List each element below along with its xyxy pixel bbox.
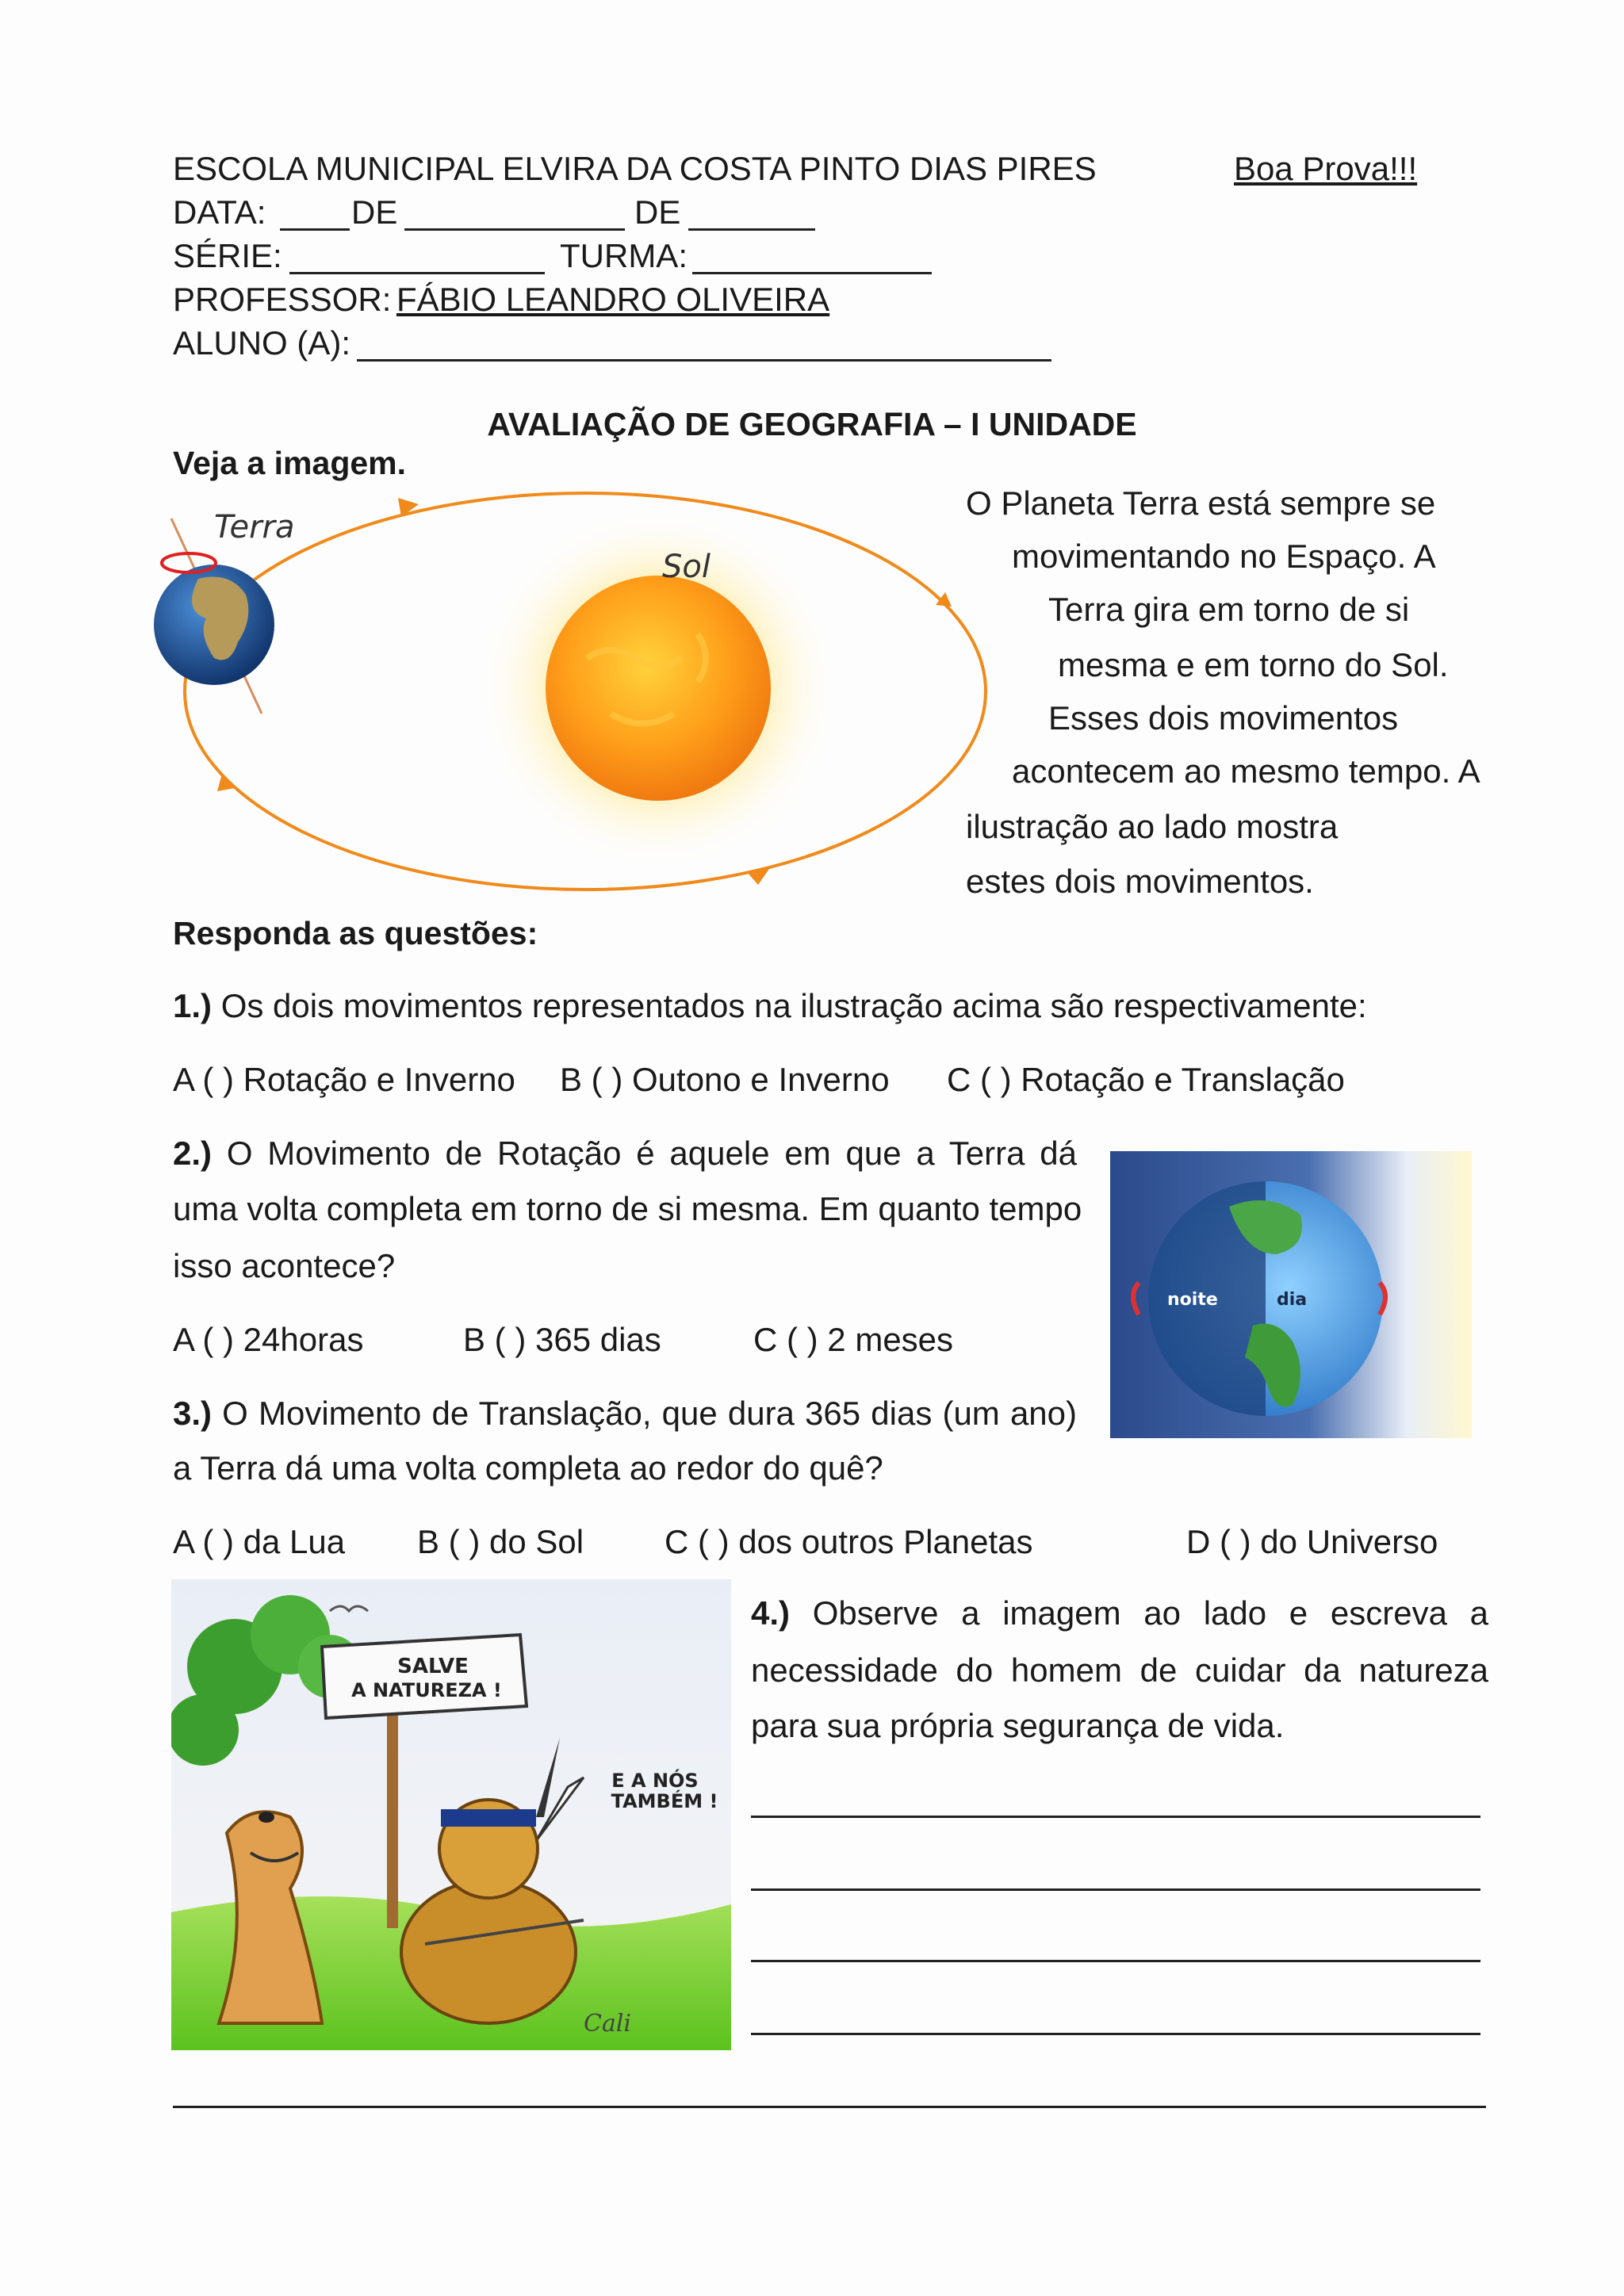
intro-line-7: ilustração ao lado mostra	[966, 808, 1339, 845]
q1-number: 1.)	[173, 987, 213, 1024]
professor-name: FÁBIO LEANDRO OLIVEIRA	[396, 281, 830, 318]
intro-heading: Veja a imagem.	[173, 445, 407, 481]
question-1	[173, 986, 1367, 1026]
greeting: Boa Prova!!!	[1234, 150, 1418, 187]
answer-line-3[interactable]	[751, 1960, 1480, 1962]
answer-line-1[interactable]	[751, 1816, 1480, 1818]
answer-line-2[interactable]	[751, 1888, 1480, 1891]
date-year-blank[interactable]	[688, 228, 815, 231]
q3-option-d[interactable]: D ( ) do Universo	[1186, 1523, 1438, 1560]
intro-line-4: mesma e em torno do Sol.	[1058, 646, 1449, 683]
professor-label: PROFESSOR:	[173, 281, 392, 318]
q3-option-c[interactable]: C ( ) dos outros Planetas	[665, 1523, 1033, 1560]
q3-line-2: a Terra dá uma volta completa ao redor do quê?	[173, 1449, 883, 1487]
sun	[546, 576, 771, 801]
q1-option-a[interactable]: A ( ) Rotação e Inverno	[173, 1061, 515, 1098]
night-label: noite	[1167, 1290, 1218, 1310]
earth-label: Terra	[214, 509, 295, 545]
tree-eye	[259, 1812, 274, 1823]
q2-number: 2.)	[173, 1135, 213, 1172]
day-label: dia	[1277, 1290, 1308, 1310]
turma-label: TURMA:	[560, 237, 688, 274]
q4-number: 4.)	[751, 1594, 791, 1632]
q2-line-2: uma volta completa em torno de si mesma. Em quanto tempo	[173, 1190, 1082, 1227]
speech-text-2: TAMBÉM !	[611, 1790, 718, 1812]
intro-line-5: Esses dois movimentos	[1048, 699, 1399, 737]
q1-option-c[interactable]: C ( ) Rotação e Translação	[947, 1061, 1345, 1098]
q2-line-3: isso acontece?	[173, 1247, 396, 1284]
date-de-1: DE	[351, 193, 398, 231]
q2-option-c[interactable]: C ( ) 2 meses	[753, 1321, 954, 1358]
intro-line-6: acontecem ao mesmo tempo. A	[1012, 752, 1480, 790]
signature: Cali	[584, 2010, 632, 2038]
q3-option-a[interactable]: A ( ) da Lua	[173, 1523, 346, 1560]
orbit-illustration	[143, 476, 999, 904]
school-name: ESCOLA MUNICIPAL ELVIRA DA COSTA PINTO DIAS PIRES	[173, 150, 1097, 187]
sign-text-1: SALVE	[397, 1655, 469, 1678]
q2-text-1: O Movimento de Rotação é aquele em que a Terra dá	[226, 1135, 1077, 1172]
q1-option-b[interactable]: B ( ) Outono e Inverno	[560, 1061, 890, 1098]
turma-blank[interactable]	[692, 272, 932, 274]
intro-line-2: movimentando no Espaço. A	[1012, 538, 1436, 575]
date-day-blank[interactable]	[280, 228, 350, 231]
q4-line-1	[751, 1594, 1488, 1633]
q3-text-1: O Movimento de Translação, que dura 365 dias (um ano)	[222, 1395, 1077, 1432]
serie-label: SÉRIE:	[173, 237, 282, 274]
intro-line-3: Terra gira em torno de si	[1048, 591, 1410, 628]
aluno-blank[interactable]	[357, 359, 1051, 362]
sun-label: Sol	[662, 549, 710, 585]
q2-option-b[interactable]: B ( ) 365 dias	[463, 1321, 661, 1358]
q4-line-3: para sua própria segurança de vida.	[751, 1707, 1285, 1744]
q3-option-b[interactable]: B ( ) do Sol	[417, 1523, 584, 1560]
answer-line-4[interactable]	[751, 2033, 1480, 2035]
serie-blank[interactable]	[289, 272, 545, 274]
questions-heading: Responda as questões:	[173, 915, 538, 951]
q3-number: 3.)	[173, 1395, 213, 1432]
speech-text-1: E A NÓS	[611, 1770, 699, 1792]
q4-text-1: Observe a imagem ao lado e escreva a	[812, 1594, 1488, 1632]
answer-line-5[interactable]	[173, 2106, 1486, 2108]
date-de-2: DE	[634, 193, 681, 231]
nature-cartoon	[171, 1579, 731, 2050]
q3-line-1	[173, 1394, 1077, 1433]
orbit-arrow	[217, 774, 235, 791]
intro-line-8: estes dois movimentos.	[966, 863, 1314, 900]
intro-line-1: O Planeta Terra está sempre se	[966, 484, 1436, 522]
date-label: DATA:	[173, 193, 266, 231]
sign-text-2: A NATUREZA !	[351, 1679, 502, 1701]
q4-line-2: necessidade do homem de cuidar da natureza	[751, 1651, 1488, 1689]
q2-line-1	[173, 1134, 1077, 1173]
date-month-blank[interactable]	[404, 228, 625, 231]
exam-title: AVALIAÇÃO DE GEOGRAFIA – I UNIDADE	[487, 406, 1137, 442]
aluno-label: ALUNO (A):	[173, 324, 351, 362]
day-night-earth-image	[1110, 1151, 1472, 1438]
q2-option-a[interactable]: A ( ) 24horas	[173, 1321, 364, 1358]
q1-text: Os dois movimentos representados na ilustração acima são respectivamente:	[220, 987, 1367, 1024]
